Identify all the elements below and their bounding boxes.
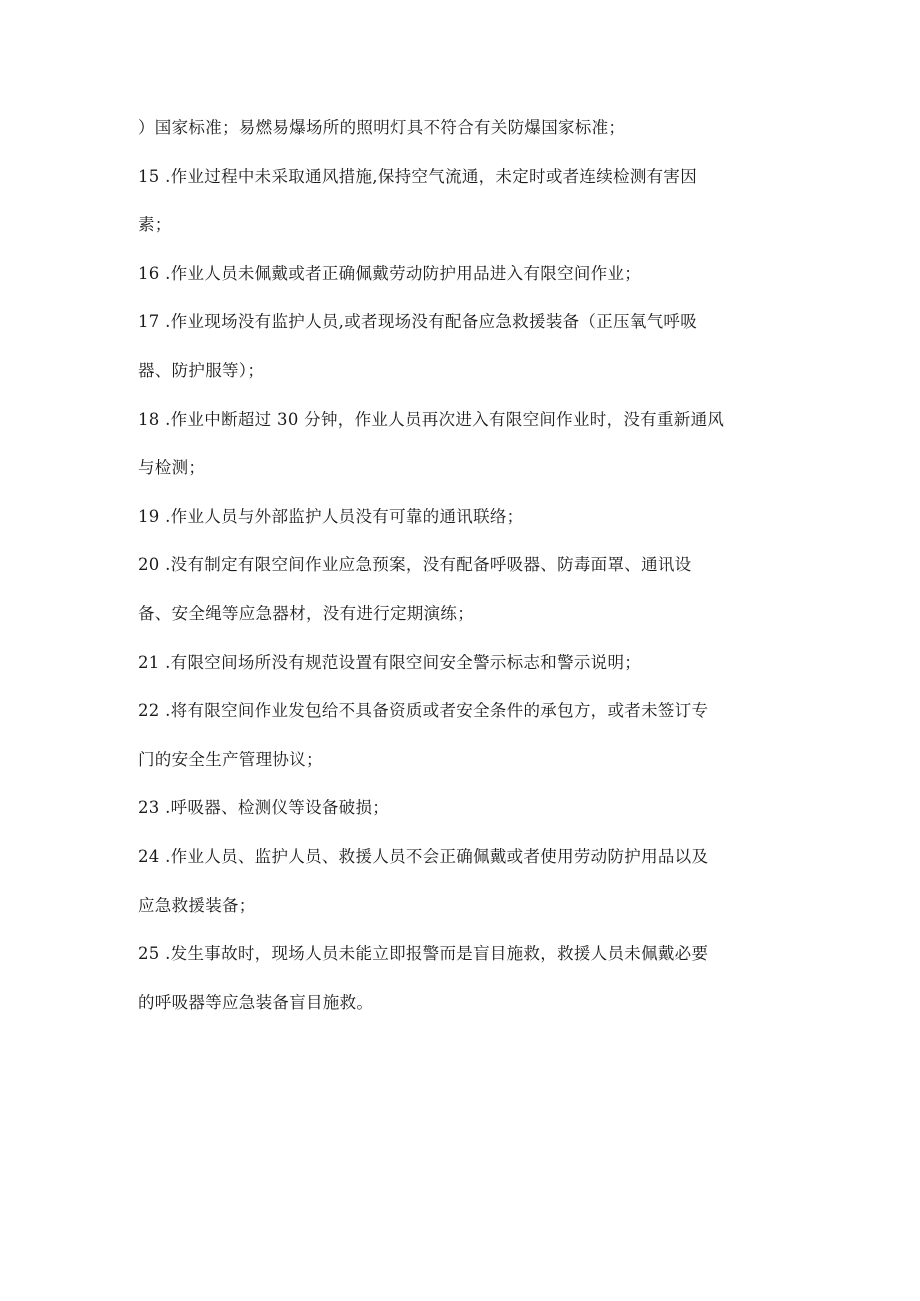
list-item-22: 22 .将有限空间作业发包给不具备资质或者安全条件的承包方，或者未签订专 (138, 701, 709, 721)
text-line: 应急救援装备； (138, 895, 256, 915)
list-item-19: 19 .作业人员与外部监护人员没有可靠的通讯联络； (138, 506, 524, 526)
list-item-25: 25 .发生事故时，现场人员未能立即报警而是盲目施救，救援人员未佩戴必要 (138, 944, 709, 964)
text-line: 备、安全绳等应急器材，没有进行定期演练； (138, 603, 474, 623)
text-line: 与检测； (138, 458, 206, 478)
list-item-23: 23 .呼吸器、检测仪等设备破损； (138, 798, 390, 818)
list-item-21: 21 .有限空间场所没有规范设置有限空间安全警示标志和警示说明； (138, 652, 642, 672)
text-line: 的呼吸器等应急装备盲目施救。 (138, 992, 374, 1012)
text-line: ）国家标准；易燃易爆场所的照明灯具不符合有关防爆国家标准； (138, 118, 626, 137)
list-item-17: 17 .作业现场没有监护人员,或者现场没有配备应急救援装备（正压氧气呼吸 (138, 312, 698, 332)
text-line: 素； (138, 215, 172, 235)
list-item-24: 24 .作业人员、监护人员、救援人员不会正确佩戴或者使用劳动防护用品以及 (138, 846, 709, 866)
list-item-15: 15 .作业过程中未采取通风措施,保持空气流通，未定时或者连续检测有害因 (138, 166, 698, 186)
text-line: 门的安全生产管理协议； (138, 749, 323, 769)
list-item-20: 20 .没有制定有限空间作业应急预案，没有配备呼吸器、防毒面罩、通讯设 (138, 555, 692, 575)
list-item-16: 16 .作业人员未佩戴或者正确佩戴劳动防护用品进入有限空间作业； (138, 263, 642, 283)
text-line: 器、防护服等）； (138, 360, 265, 380)
list-item-18: 18 .作业中断超过 30 分钟，作业人员再次进入有限空间作业时，没有重新通风 (138, 409, 725, 429)
document-body (138, 116, 798, 1039)
